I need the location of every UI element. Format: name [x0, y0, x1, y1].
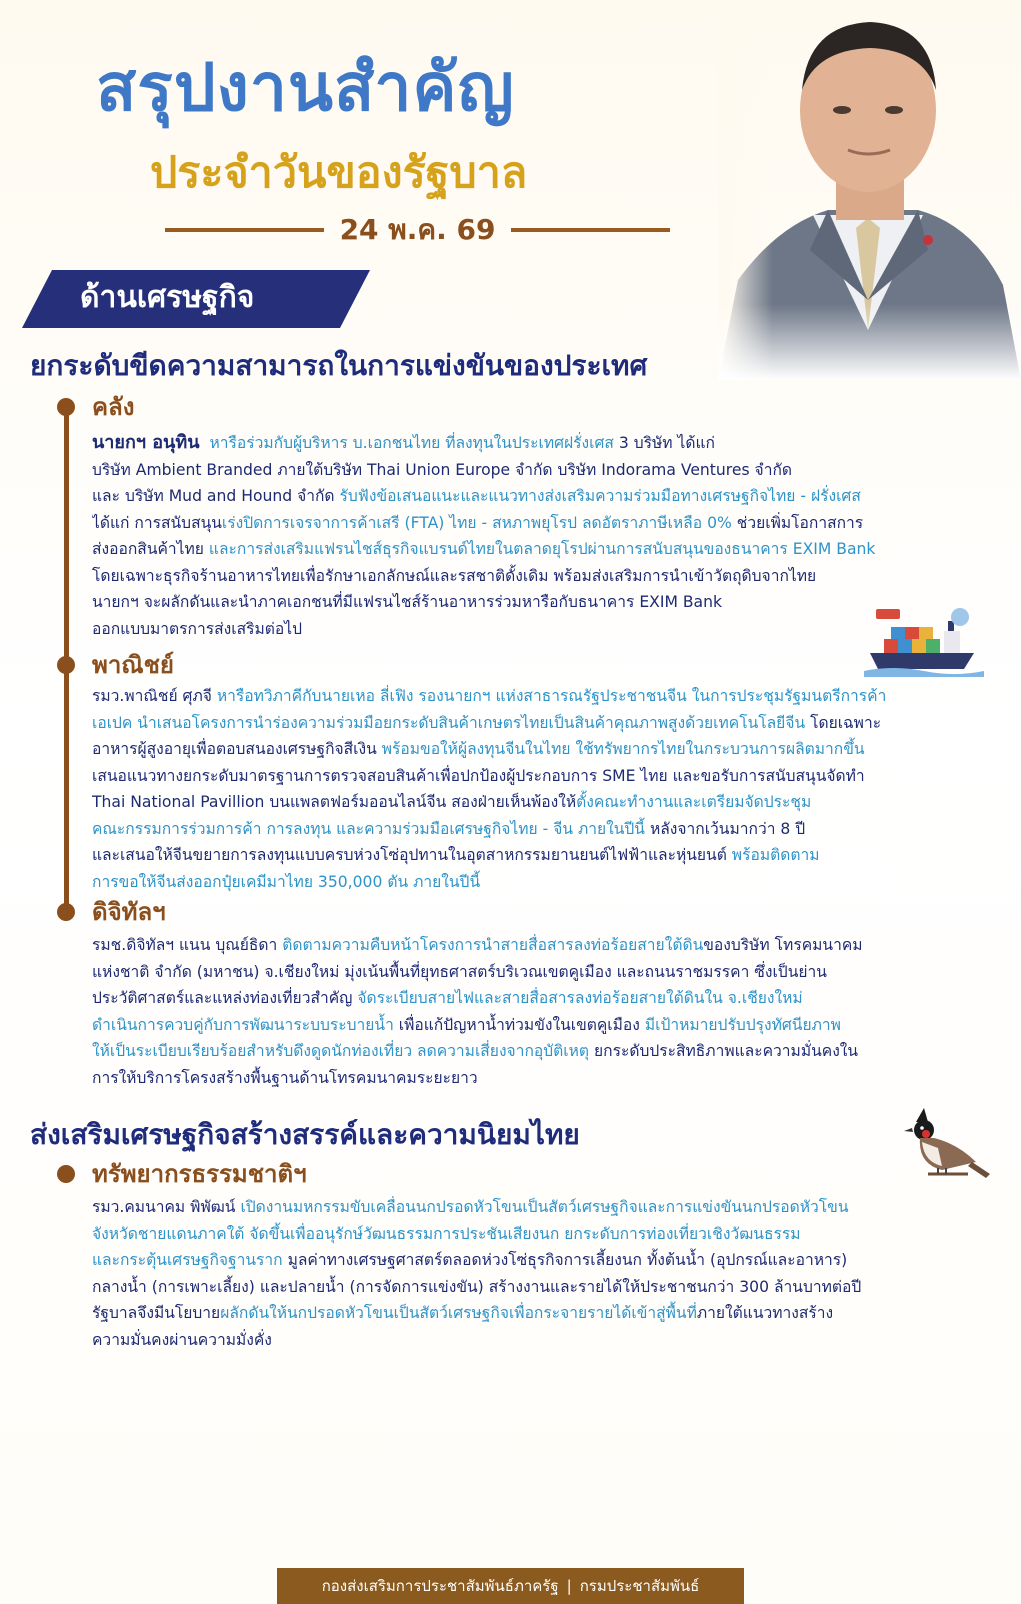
para-line: กลางน้ำ (การเพาะเลี้ยง) และปลายน้ำ (การจัดการแข่งขัน) สร้างงานและรายได้ให้ประชาชนกว่า 300 ล้านบาทต่อปี — [92, 1277, 862, 1296]
para-line: จังหวัดชายแดนภาคใต้ จัดขึ้นเพื่ออนุรักษ์วัฒนธรรมการประชันเสียงนก ยกระดับการท่องเที่ยวเชิงวัฒนธรรม — [92, 1224, 801, 1243]
commerce-heading: พาณิชย์ — [92, 651, 174, 679]
date-row — [165, 210, 670, 250]
para-line: รัฐบาลจึงมีนโยบายผลักดันให้นกปรอดหัวโขนเป็นสัตว์เศรษฐกิจเพื่อกระจายรายได้เข้าสู่พื้นที่ภายใต้แนวทางสร้าง — [92, 1304, 834, 1322]
para-line: และเสนอให้จีนขยายการลงทุนแบบครบห่วงโซ่อุปทานในอุตสาหกรรมยานยนต์ไฟฟ้าและหุ่นยนต์ พร้อมติดตาม — [92, 846, 820, 864]
para-line: รมช.ดิจิทัลฯ แนน บุณย์ธิดา ติดตามความคืบหน้าโครงการนำสายสื่อสารลงท่อร้อยสายใต้ดินของบริษัท โทรคมนาคม — [92, 936, 863, 954]
digital-heading: ดิจิทัลฯ — [92, 898, 166, 926]
page-title: สรุปงานสำคัญ — [96, 49, 515, 126]
para-line: เสนอแนวทางยกระดับมาตรฐานการตรวจสอบสินค้าเพื่อปกป้องผู้ประกอบการ SME ไทย และขอรับการสนับสนุนจัดทำ — [92, 766, 865, 785]
finance-paragraph — [92, 430, 992, 642]
footer-separator: | — [566, 1577, 572, 1595]
cargo-ship-icon — [864, 603, 984, 677]
resources-heading: ทรัพยากรธรรมชาติฯ — [92, 1160, 307, 1188]
timeline-line — [64, 405, 69, 905]
bullet-dot — [57, 398, 75, 416]
topic2-heading: ส่งเสริมเศรษฐกิจสร้างสรรค์และความนิยมไทย — [30, 1118, 580, 1151]
footer-department: กองส่งเสริมการประชาสัมพันธ์ภาครัฐ — [321, 1577, 559, 1595]
lead-name: นายกฯ อนุทิน — [92, 432, 200, 453]
para-line: นายกฯ จะผลักดันและนำภาคเอกชนที่มีแฟรนไชส์ร้านอาหารร่วมหารือกับธนาคาร EXIM Bank — [92, 593, 723, 611]
para-line: และกระตุ้นเศรษฐกิจฐานราก มูลค่าทางเศรษฐศาสตร์ตลอดห่วงโซ่ธุรกิจการเลี้ยงนก ทั้งต้นน้ำ (อุปกรณ์และอาหาร) — [92, 1251, 848, 1269]
portrait-photo — [718, 0, 1021, 380]
para-line: แห่งชาติ จำกัด (มหาชน) จ.เชียงใหม่ มุ่งเน้นพื้นที่ยุทธศาสตร์บริเวณเขตคูเมือง และถนนราชมรรคา ซึ่งเป็นย่าน — [92, 962, 827, 981]
bird-icon — [898, 1108, 990, 1192]
date-label: 24 พ.ค. 69 — [339, 213, 496, 246]
para-line: อาหารผู้สูงอายุเพื่อตอบสนองเศรษฐกิจสีเงิน พร้อมขอให้ผู้ลงทุนจีนในไทย ใช้ทรัพยากรไทยในกระบวนการผลิตมากขึ้น — [92, 740, 865, 758]
para-line: ได้แก่ การสนับสนุนเร่งปิดการเจรจาการค้าเสรี (FTA) ไทย - สหภาพยุโรป ลดอัตราภาษีเหลือ 0% ช่วยเพิ่มโอกาสการ — [92, 513, 864, 532]
para-line: บริษัท Ambient Branded ภายใต้บริษัท Thai Union Europe จำกัด บริษัท Indorama Ventures จำกัด — [92, 460, 793, 479]
bullet-dot — [57, 656, 75, 674]
para-line: ให้เป็นระเบียบเรียบร้อยสำหรับดึงดูดนักท่องเที่ยว ลดความเสี่ยงจากอุบัติเหตุ ยกระดับประสิทธิภาพและความมั่นคงใน — [92, 1042, 859, 1060]
section-tab-economy — [22, 270, 370, 328]
para-line: ออกแบบมาตรการส่งเสริมต่อไป — [92, 619, 302, 638]
date-divider-right — [511, 228, 670, 232]
para-line: รมว.พาณิชย์ ศุภจี หารือทวิภาคีกับนายเหอ ลี่เฟิง รองนายกฯ แห่งสาธารณรัฐประชาชนจีน ในการประชุมรัฐมนตรีการค้า — [92, 687, 887, 705]
footer-agency: กรมประชาสัมพันธ์ — [579, 1577, 700, 1595]
para-line: และ บริษัท Mud and Hound จำกัด รับฟังข้อเสนอแนะและแนวทางส่งเสริมความร่วมมือทางเศรษฐกิจไทย - ฝรั่งเศส — [92, 487, 861, 505]
topic1-heading: ยกระดับขีดความสามารถในการแข่งขันของประเทศ — [30, 349, 648, 382]
para-line: โดยเฉพาะธุรกิจร้านอาหารไทยเพื่อรักษาเอกลักษณ์และรสชาติดั้งเดิม พร้อมส่งเสริมการนำเข้าวัตถุดิบจากไทย — [92, 566, 817, 585]
page-subtitle: ประจำวันของรัฐบาล — [150, 148, 528, 198]
section-tab-label: ด้านเศรษฐกิจ — [80, 280, 255, 315]
para-line: การขอให้จีนส่งออกปุ๋ยเคมีมาไทย 350,000 ตัน ภายในปีนี้ — [92, 872, 481, 891]
bullet-dot — [57, 1165, 75, 1183]
para-line: ความมั่นคงผ่านความมั่งคั่ง — [92, 1330, 272, 1349]
finance-heading: คลัง — [92, 393, 135, 421]
digital-paragraph — [92, 932, 992, 1091]
footer-bar — [277, 1568, 744, 1604]
para-line: คณะกรรมการร่วมการค้า การลงทุน และความร่วมมือเศรษฐกิจไทย - จีน ภายในปีนี้ หลังจากเว้นมากว่า 8 ปี — [92, 819, 806, 838]
commerce-paragraph — [92, 683, 992, 895]
para-line: รมว.คมนาคม พิพัฒน์ เปิดงานมหกรรมขับเคลื่อนนกปรอดหัวโขนเป็นสัตว์เศรษฐกิจและการแข่งขันนกปรอดหัวโขน — [92, 1198, 849, 1216]
para-line: Thai National Pavillion บนแพลตฟอร์มออนไลน์จีน สองฝ่ายเห็นพ้องให้ตั้งคณะทำงานและเตรียมจัดประชุม — [92, 793, 812, 811]
para-line: ส่งออกสินค้าไทย และการส่งเสริมแฟรนไชส์ธุรกิจแบรนด์ไทยในตลาดยุโรปผ่านการสนับสนุนของธนาคาร EXIM Bank — [92, 540, 876, 558]
para-line: ประวัติศาสตร์และแหล่งท่องเที่ยวสำคัญ จัดระเบียบสายไฟและสายสื่อสารลงท่อร้อยสายใต้ดินใน จ.เชียงใหม่ — [92, 989, 803, 1007]
para-line: นายกฯ อนุทิน หารือร่วมกับผู้บริหาร บ.เอกชนไทย ที่ลงทุนในประเทศฝรั่งเศส 3 บริษัท ได้แก่ — [92, 432, 715, 453]
date-divider-left — [165, 228, 324, 232]
para-line: การให้บริการโครงสร้างพื้นฐานด้านโทรคมนาคมระยะยาว — [92, 1068, 478, 1087]
resources-paragraph — [92, 1194, 992, 1353]
bullet-dot — [57, 903, 75, 921]
para-line: เอเปค นำเสนอโครงการนำร่องความร่วมมือยกระดับสินค้าเกษตรไทยเป็นสินค้าคุณภาพสูงด้วยเทคโนโลยีจีน โดยเฉพาะ — [92, 713, 882, 732]
para-line: ดำเนินการควบคู่กับการพัฒนาระบบระบายน้ำ เพื่อแก้ปัญหาน้ำท่วมขังในเขตคูเมือง มีเป้าหมายปรับปรุงทัศนียภาพ — [92, 1015, 841, 1034]
